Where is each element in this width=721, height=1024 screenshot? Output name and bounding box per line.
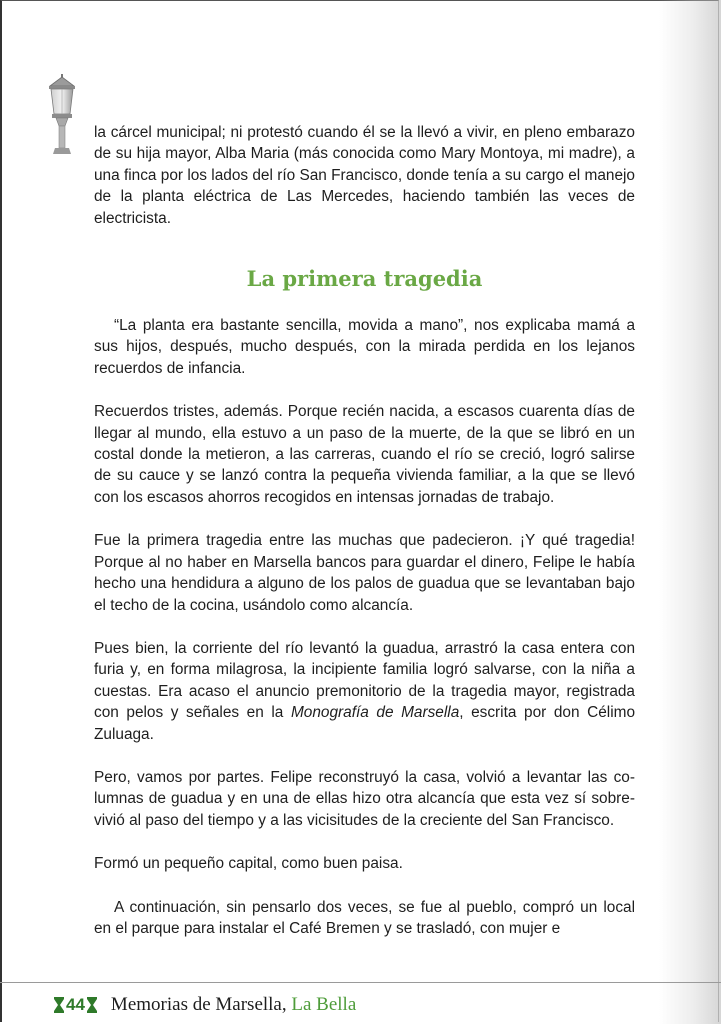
section-heading: La primera tragedia	[246, 266, 483, 292]
street-lamp-icon	[44, 74, 80, 154]
paragraph-4-text: Pues bien, la corriente del río levantó la guadua, arrastró la casa entera con furia y, en forma milagrosa, la incipiente familia logró salvarse, con la niña a cuestas. Era acaso el anuncio premonitorio de la tragedia mayor, registrada con pelos y señales en la	[94, 639, 635, 722]
paragraph-1: “La planta era bastante sencilla, movida a mano”, nos explicaba mamá a sus hijos, después, mucho después, con la mirada perdida en los lejanos recuerdos de infancia.	[94, 317, 635, 377]
paragraph-4	[94, 638, 635, 745]
paragraph-2: Recuerdos tristes, además. Porque recién nacida, a escasos cuarenta días de llegar al mundo, ella estuvo a un paso de la muerte, de la que se libró en un costal donde la metieron, a las carreras, cuando el río se creció, logró salirse de su cauce y se lanzó contra la pequeña vivienda familiar, a la que se llevó con los escasos ahorros recogidos en intensas jornadas de trabajo.	[94, 403, 635, 506]
page-number: 44	[66, 995, 85, 1014]
hourglass-ornament-icon	[87, 997, 97, 1013]
paragraph-3: Fue la primera tragedia entre las muchas que padecieron. ¡Y qué tragedia! Porque al no haber en Marsella bancos para guardar el dinero, Felipe le había hecho una hendidura a alguno de los palos de guadua que se levantaban bajo el techo de la cocina, usándolo como alcancía.	[94, 532, 635, 614]
hourglass-ornament-icon	[54, 997, 64, 1013]
paragraph-intro: la cárcel municipal; ni protestó cuando él se la llevó a vivir, en pleno embarazo de su hija mayor, Alba Maria (más conocida como Mary Montoya, mi madre), a una finca por los lados del río San Francisco, donde tenía a su cargo el manejo de la planta eléctrica de Las Mercedes, haciendo también las veces de electricista.	[94, 124, 635, 227]
book-reference: Monografía de Marsella	[290, 704, 460, 722]
book-title-accent: La Bella	[291, 994, 357, 1015]
page-number-block	[54, 995, 97, 1015]
book-title	[111, 994, 356, 1016]
paragraph-4-text-end: , escrita por don Célimo Zuluaga.	[94, 704, 636, 743]
paragraph-7: A continuación, sin pensarlo dos veces, se fue al pueblo, compró un local en el parque para instalar el Café Bremen y se trasladó, con mujer e	[94, 898, 635, 937]
body-text	[94, 122, 635, 961]
paragraph-6: Formó un pequeño capital, como buen paisa.	[94, 855, 403, 873]
book-title-main: Memorias de Marsella,	[110, 994, 287, 1015]
paragraph-5: Pero, vamos por partes. Felipe reconstruyó la casa, volvió a levantar las columnas de guadua y en una de ellas hizo otra alcancía que esta vez sí sobrevivió al paso del tiempo y a las vicisitudes de la creciente del San Francisco.	[94, 768, 635, 829]
page-edge-shadow	[659, 0, 721, 1024]
footer-rule	[0, 982, 721, 983]
page-footer	[54, 992, 356, 1018]
